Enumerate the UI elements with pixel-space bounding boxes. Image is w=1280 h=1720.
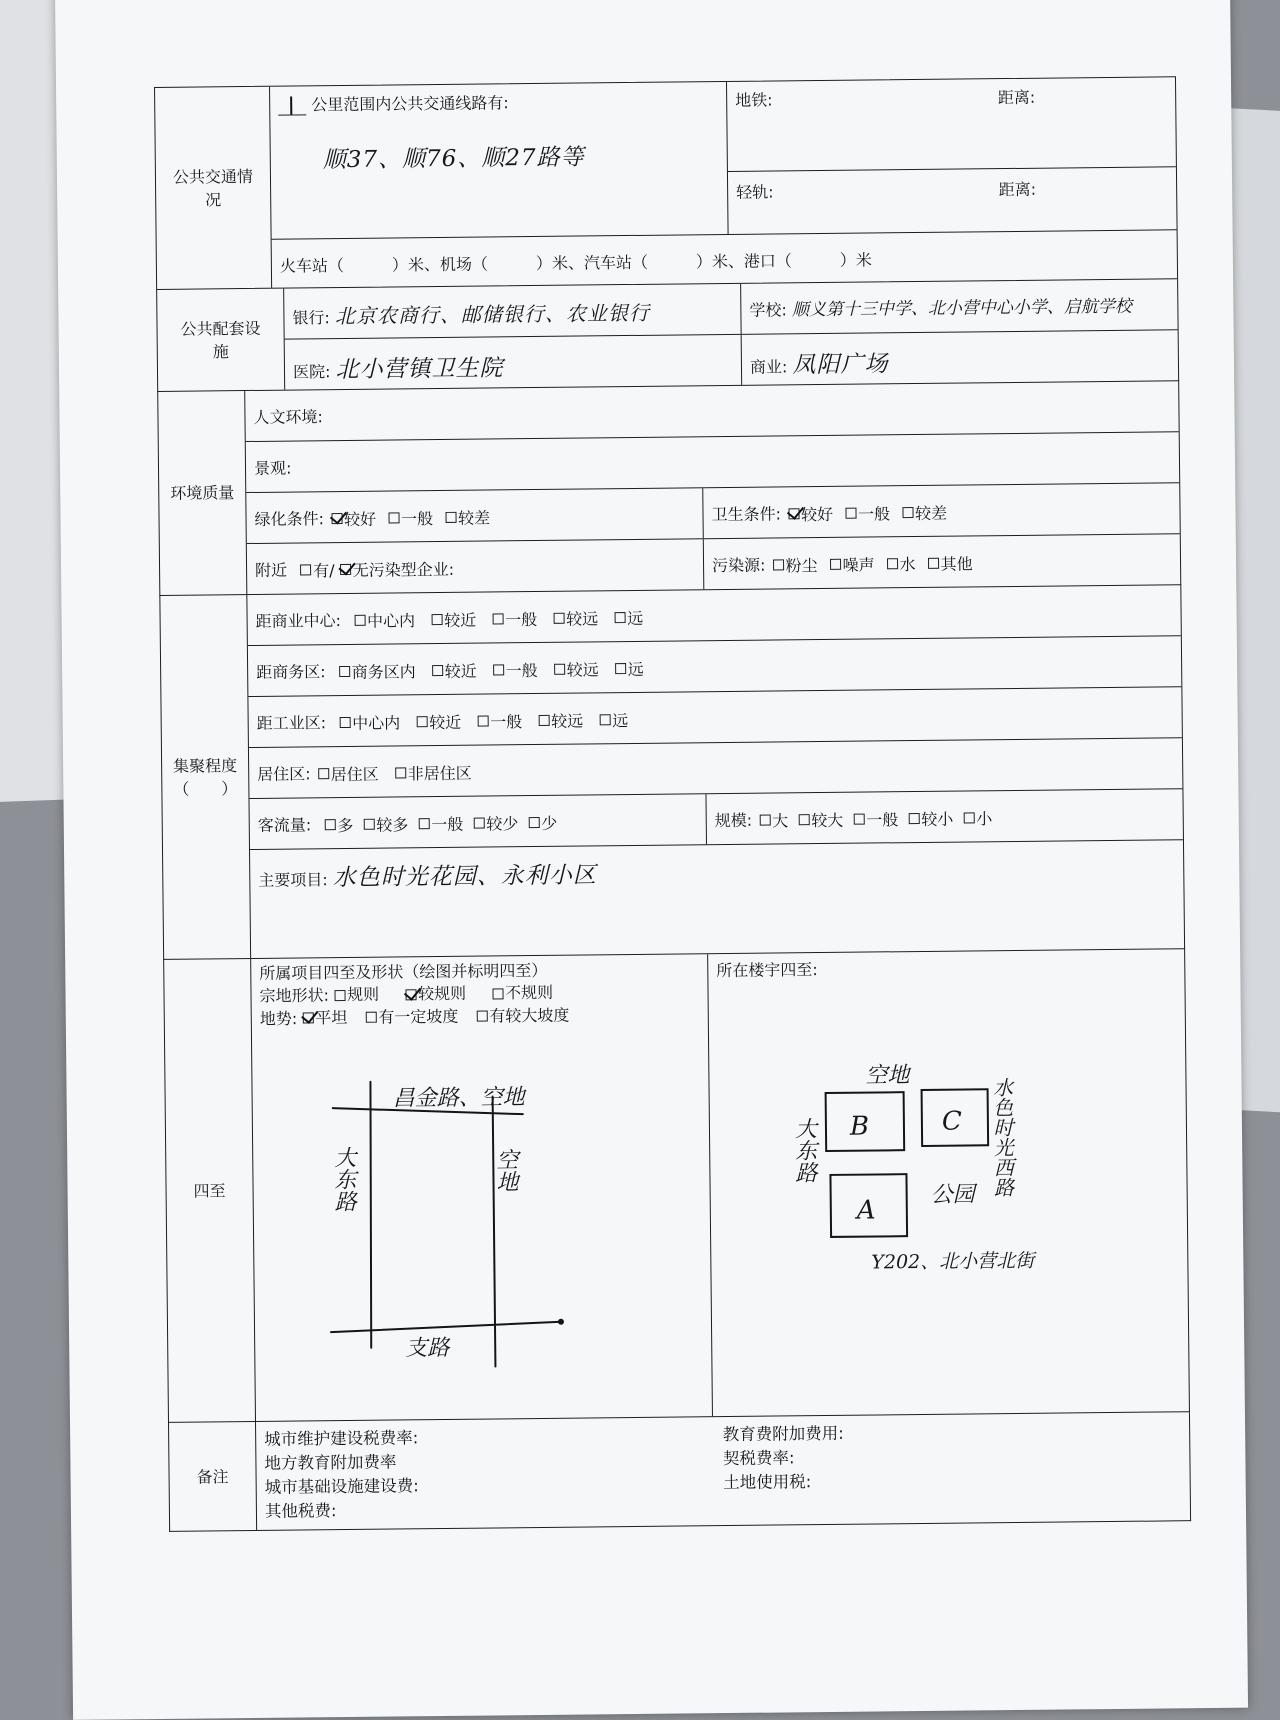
bank-cell — [284, 284, 740, 339]
sanitation-good-checkbox[interactable] — [788, 508, 799, 519]
sketch-right-north: 空地 — [865, 1063, 910, 1089]
hospital-value: 北小营镇卫生院 — [335, 355, 504, 384]
scale-option-2-checkbox[interactable] — [798, 814, 809, 825]
sketch-right-south: Y202、北小营北街 — [871, 1249, 1035, 1274]
industrial-option-3-checkbox[interactable] — [477, 716, 488, 727]
sanitation-average-checkbox[interactable] — [845, 508, 856, 519]
commercial-option-5-label: 远 — [627, 608, 644, 629]
commerce-label: 商业: — [749, 357, 788, 377]
terrain-flat-label: 平坦 — [315, 1007, 348, 1027]
notes-left-4: 其他税费: — [264, 1501, 337, 1521]
hospital-cell — [285, 335, 741, 390]
block-a-label: A — [856, 1195, 876, 1226]
section-transport — [154, 76, 1178, 290]
traffic-option-1-label: 多 — [337, 815, 354, 836]
sanitation-label: 卫生条件: — [711, 504, 782, 525]
pollution-noise-checkbox[interactable] — [830, 559, 841, 570]
residential-yes-checkbox[interactable] — [318, 768, 329, 779]
building-boundary-cell — [707, 949, 1189, 1416]
pollution-dust-checkbox[interactable] — [773, 559, 784, 570]
humanities-label: 人文环境: — [253, 407, 323, 427]
greening-good-label: 较好 — [343, 509, 377, 530]
pollution-cell — [703, 534, 1180, 589]
sketch-right-east: 水色时光西路 — [989, 1077, 1015, 1198]
nearby-no-checkbox[interactable] — [340, 564, 351, 575]
shape-fairly-regular-label: 较规则 — [417, 983, 467, 1004]
traffic-option-5-label: 少 — [541, 813, 558, 833]
notes-right-2: 契税费率: — [722, 1448, 795, 1469]
shape-regular-checkbox[interactable] — [334, 990, 345, 1001]
business-option-2-label: 较近 — [444, 661, 477, 681]
industrial-option-1-label: 中心内 — [352, 713, 401, 733]
section-boundaries — [163, 949, 1190, 1423]
business-option-2-checkbox[interactable] — [432, 665, 443, 676]
pollution-water-checkbox[interactable] — [887, 558, 898, 569]
agglomeration-label-cell — [160, 595, 251, 959]
block-b-label: B — [849, 1111, 870, 1142]
traffic-option-2-label: 较多 — [376, 815, 409, 835]
commercial-option-5-checkbox[interactable] — [614, 612, 625, 623]
stations-line: 火车站（ ）米、机场（ ）米、汽车站（ ）米、港口（ ）米 — [279, 250, 872, 276]
projects-label: 主要项目: — [258, 870, 328, 890]
commercial-center-label: 距商业中心: — [255, 611, 342, 631]
business-option-1-label: 商务区内 — [351, 662, 416, 682]
transport-label: 公共交通情况 — [155, 87, 272, 289]
commercial-option-4-checkbox[interactable] — [553, 613, 564, 624]
agglomeration-paren: （ ） — [173, 778, 238, 799]
light-rail-distance-label: 距离: — [998, 179, 1037, 200]
nearby-yes-checkbox[interactable] — [300, 564, 311, 575]
business-option-4-label: 较远 — [566, 660, 599, 680]
sanitation-good-label: 较好 — [800, 504, 834, 525]
traffic-label: 客流量: — [257, 815, 312, 835]
hospital-label: 医院: — [292, 362, 331, 382]
traffic-option-3-checkbox[interactable] — [418, 818, 429, 829]
pollution-other-label: 其他 — [940, 554, 973, 574]
subway-cell — [727, 77, 1176, 172]
residential-no-label: 非居住区 — [407, 763, 472, 784]
building-boundary-title: 所在楼宇四至: — [716, 960, 818, 981]
projects-value: 水色时光花园、永利小区 — [332, 862, 597, 892]
sanitation-poor-label: 较差 — [914, 503, 948, 524]
shape-regular-label: 规则 — [346, 984, 380, 1004]
commercial-option-2-label: 较近 — [444, 610, 477, 630]
notes-left-column — [264, 1423, 723, 1524]
commercial-center-row — [247, 585, 1180, 645]
agglomeration-label: 集聚程度 — [173, 755, 238, 776]
subway-label: 地铁: — [735, 90, 773, 110]
greening-average-label: 一般 — [400, 509, 434, 529]
residential-row — [249, 738, 1182, 798]
sanitation-poor-checkbox[interactable] — [902, 507, 913, 518]
section-facilities — [156, 279, 1179, 392]
school-label: 学校: — [749, 300, 787, 320]
business-option-5-checkbox[interactable] — [615, 663, 626, 674]
business-district-label: 距商务区: — [256, 662, 326, 682]
industrial-option-5-checkbox[interactable] — [599, 714, 610, 725]
scale-option-2-label: 较大 — [811, 810, 844, 831]
traffic-option-4-checkbox[interactable] — [473, 818, 484, 829]
industrial-option-5-label: 远 — [612, 711, 629, 731]
commercial-option-2-checkbox[interactable] — [431, 614, 442, 625]
facilities-label: 公共配套设施 — [157, 289, 285, 391]
scale-label: 规模: — [714, 810, 753, 831]
project-boundary-sketch — [258, 1062, 701, 1397]
section-agglomeration — [159, 585, 1185, 960]
commerce-cell — [741, 330, 1178, 385]
scale-option-5-checkbox[interactable] — [963, 812, 974, 823]
notes-right-column — [723, 1418, 1182, 1519]
residential-yes-label: 居住区 — [330, 764, 379, 785]
terrain-steep-label: 有较大坡度 — [489, 1005, 570, 1026]
traffic-option-4-label: 较少 — [486, 814, 519, 834]
shape-label: 宗地形状: — [259, 985, 330, 1006]
nearby-yes-label: 有/ — [313, 561, 335, 581]
nearby-cell — [247, 539, 703, 594]
business-district-row — [248, 636, 1181, 696]
terrain-slope-label: 有一定坡度 — [378, 1006, 459, 1027]
subway-distance-label: 距离: — [997, 87, 1036, 108]
school-cell — [740, 279, 1177, 334]
transport-lines-label: 公里范围内公共交通线路有: — [311, 93, 509, 115]
pollution-dust-label: 粉尘 — [785, 556, 818, 576]
notes-left-3: 城市基础设施建设费: — [264, 1476, 419, 1497]
greening-poor-label: 较差 — [457, 508, 491, 528]
industrial-zone-row — [248, 687, 1181, 747]
sketch-dot — [558, 1319, 564, 1325]
industrial-option-3-label: 一般 — [490, 712, 523, 732]
commercial-option-1-checkbox[interactable] — [354, 615, 365, 626]
traffic-option-2-checkbox[interactable] — [363, 819, 374, 830]
nearby-no-label: 无污染型企业: — [352, 559, 455, 580]
sketch-line-south — [331, 1322, 561, 1332]
shape-irregular-label: 不规则 — [504, 982, 554, 1003]
boundaries-label: 四至 — [164, 959, 256, 1422]
transport-lines-cell — [270, 82, 728, 239]
terrain-steep-checkbox[interactable] — [476, 1011, 487, 1022]
scale-cell — [705, 789, 1182, 844]
projects-cell — [250, 840, 1184, 958]
environment-label: 环境质量 — [158, 391, 247, 595]
greening-average-checkbox[interactable] — [388, 512, 399, 523]
scale-option-3-checkbox[interactable] — [853, 814, 864, 825]
terrain-flat-checkbox[interactable] — [302, 1012, 313, 1023]
sketch-left-south: 支路 — [405, 1335, 450, 1362]
form-paper — [55, 0, 1248, 1720]
transport-lines-value: 顺37、顺76、顺27路等 — [322, 144, 585, 174]
sketch-left-east: 空地 — [492, 1148, 519, 1193]
block-c-label: C — [941, 1106, 962, 1137]
traffic-option-5-checkbox[interactable] — [528, 817, 539, 828]
sketch-right-center: 公园 — [930, 1182, 975, 1208]
bank-label: 银行: — [292, 308, 330, 328]
building-boundary-sketch — [709, 1058, 1092, 1392]
business-option-3-label: 一般 — [505, 660, 538, 681]
school-value: 顺义第十三中学、北小营中心小学、启航学校 — [791, 296, 1132, 321]
industrial-option-2-checkbox[interactable] — [416, 716, 427, 727]
greening-cell — [246, 488, 702, 543]
industrial-option-4-checkbox[interactable] — [538, 715, 549, 726]
sketch-right-west: 大东路 — [791, 1117, 818, 1184]
sketch-line-west — [368, 1082, 373, 1348]
industrial-option-4-label: 较远 — [551, 711, 584, 731]
commerce-value: 凤阳广场 — [792, 351, 889, 379]
sanitation-cell — [702, 483, 1179, 538]
notes-left-1: 城市维护建设税费率: — [264, 1428, 419, 1449]
commercial-option-3-checkbox[interactable] — [492, 613, 503, 624]
greening-good-checkbox[interactable] — [331, 513, 342, 524]
notes-label: 备注 — [169, 1422, 257, 1531]
greening-label: 绿化条件: — [254, 509, 325, 529]
business-option-5-label: 远 — [627, 659, 644, 680]
greening-poor-checkbox[interactable] — [445, 512, 456, 523]
notes-left-2: 地方教育附加费率 — [264, 1452, 397, 1473]
bank-value: 北京农商行、邮储银行、农业银行 — [334, 300, 651, 329]
shape-irregular-checkbox[interactable] — [492, 988, 503, 999]
survey-form — [154, 76, 1191, 1532]
radius-mark — [278, 98, 306, 115]
project-boundary-cell — [251, 954, 712, 1421]
notes-right-1: 教育费附加费用: — [722, 1423, 844, 1445]
light-rail-cell — [728, 167, 1177, 234]
business-option-3-checkbox[interactable] — [493, 664, 504, 675]
pollution-other-checkbox[interactable] — [928, 558, 939, 569]
terrain-slope-checkbox[interactable] — [365, 1012, 376, 1023]
commercial-option-4-label: 较远 — [566, 609, 599, 629]
sketch-left-north: 昌金路、空地 — [392, 1085, 525, 1112]
traffic-cell — [249, 794, 705, 849]
traffic-option-1-checkbox[interactable] — [324, 819, 335, 830]
scale-option-5-label: 小 — [976, 809, 993, 829]
industrial-option-2-label: 较近 — [429, 712, 462, 733]
landscape-label: 景观: — [253, 458, 292, 478]
scale-option-1-label: 大 — [772, 811, 789, 831]
residential-label: 居住区: — [257, 764, 311, 784]
commercial-option-3-label: 一般 — [505, 609, 538, 630]
notes-right-3: 土地使用税: — [723, 1472, 812, 1493]
terrain-label: 地势: — [259, 1008, 298, 1028]
section-notes — [168, 1412, 1191, 1532]
sketch-line-east — [493, 1096, 496, 1366]
traffic-option-3-label: 一般 — [431, 814, 464, 835]
shape-fairly-regular-checkbox[interactable] — [405, 989, 416, 1000]
nearby-label: 附近 — [254, 560, 288, 580]
pollution-noise-label: 噪声 — [842, 555, 875, 575]
industrial-zone-label: 距工业区: — [256, 713, 327, 733]
business-option-4-checkbox[interactable] — [554, 664, 565, 675]
sanitation-average-label: 一般 — [857, 504, 891, 524]
commercial-option-1-label: 中心内 — [367, 611, 416, 631]
pollution-water-label: 水 — [899, 555, 916, 575]
industrial-option-1-checkbox[interactable] — [339, 717, 350, 728]
scale-option-3-label: 一般 — [866, 810, 899, 830]
residential-no-checkbox[interactable] — [395, 767, 406, 778]
section-environment — [157, 381, 1181, 596]
sketch-left-west: 大东路 — [330, 1145, 357, 1213]
scale-option-4-label: 较小 — [921, 809, 954, 829]
project-boundary-title: 所属项目四至及形状（绘图并标明四至） — [259, 960, 548, 983]
pollution-label: 污染源: — [711, 555, 766, 576]
business-option-1-checkbox[interactable] — [339, 666, 350, 677]
scale-option-4-checkbox[interactable] — [908, 813, 919, 824]
scale-option-1-checkbox[interactable] — [759, 815, 770, 826]
light-rail-label: 轻轨: — [736, 182, 774, 202]
